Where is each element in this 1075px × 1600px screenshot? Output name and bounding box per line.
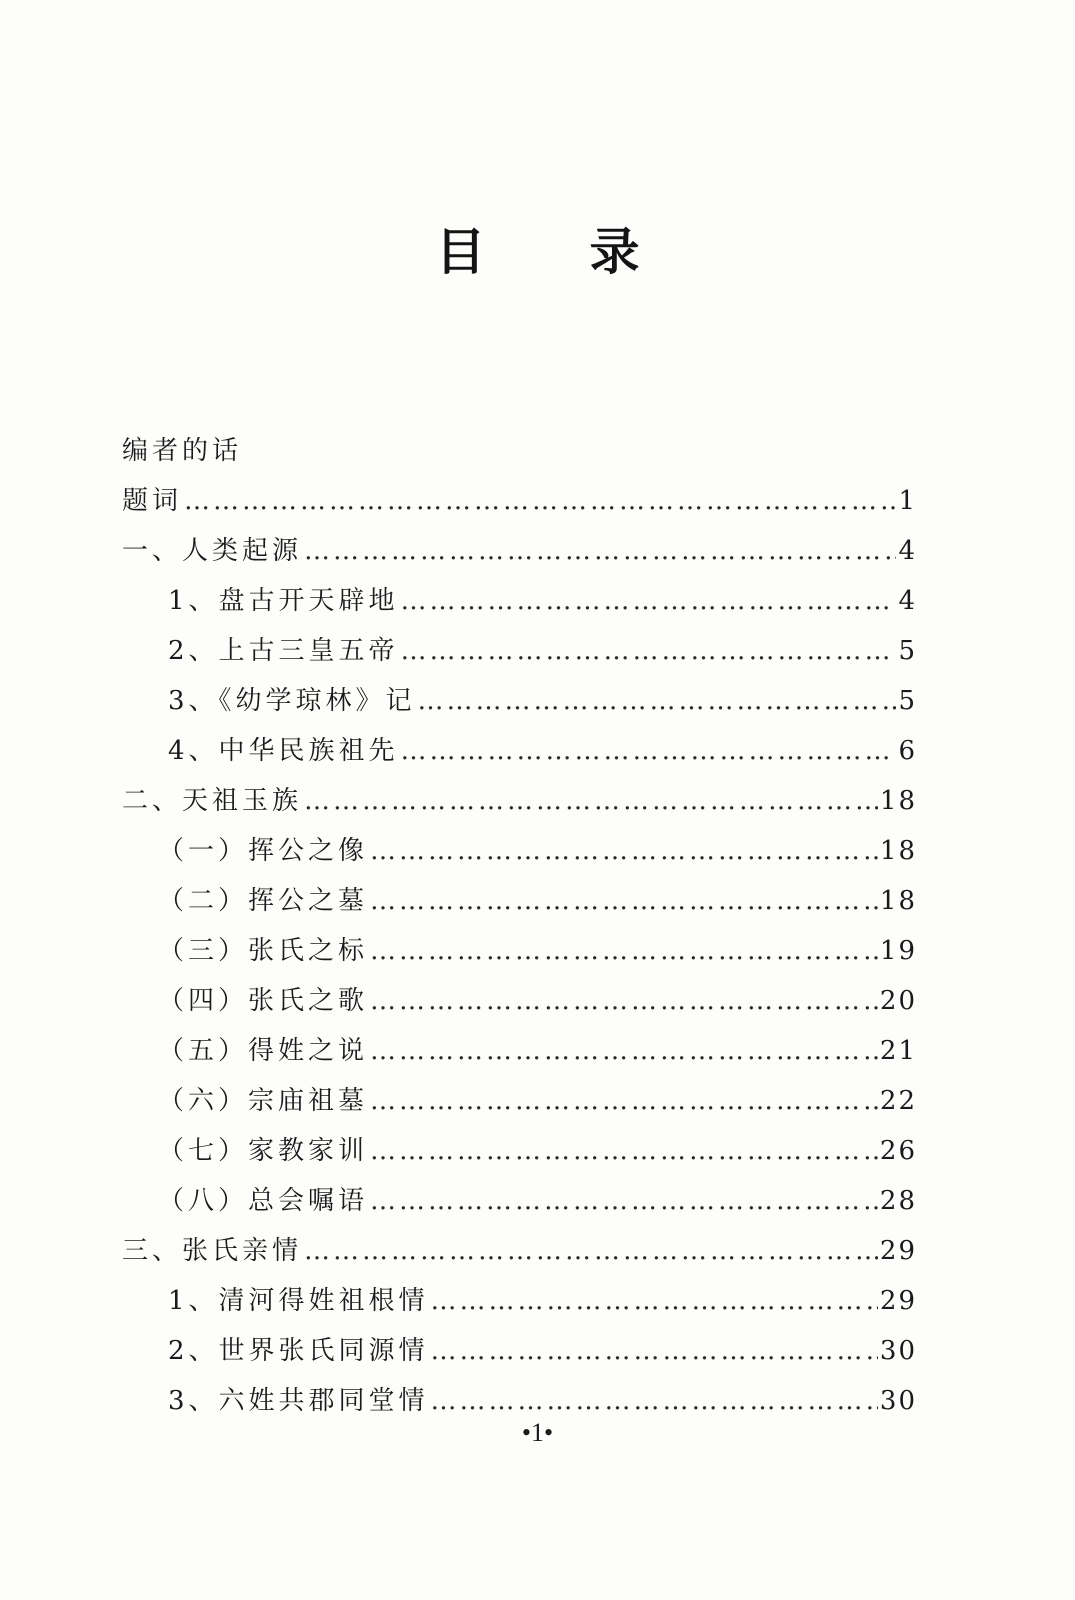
toc-page-number: 21: [879, 1036, 917, 1066]
toc-page-number: 30: [879, 1386, 917, 1416]
toc-entry-editors-note[interactable]: [122, 426, 917, 476]
toc-entry-label: （三）张氏之标: [158, 936, 369, 966]
toc-entry[interactable]: [122, 876, 917, 926]
toc-entry[interactable]: [122, 676, 917, 726]
toc-page-number: 30: [879, 1336, 917, 1366]
dot-leader: [418, 676, 897, 726]
dot-leader: [401, 576, 897, 626]
toc-page-number: 1: [898, 486, 917, 516]
toc-entry[interactable]: [122, 1326, 917, 1376]
toc-page-number: 19: [879, 936, 917, 966]
toc-entry-label: （六）宗庙祖墓: [158, 1086, 369, 1116]
toc-page-number: 18: [879, 786, 917, 816]
dot-leader: [370, 876, 878, 926]
toc-page-number: 4: [898, 536, 917, 566]
toc-entry[interactable]: [122, 1126, 917, 1176]
toc-entry-label: 1、盘古开天辟地: [168, 586, 399, 616]
toc-entry-label: （五）得姓之说: [158, 1036, 369, 1066]
toc-entry-label: 编者的话: [122, 436, 243, 466]
toc-entry[interactable]: [122, 776, 917, 826]
toc-entry[interactable]: [122, 726, 917, 776]
toc-page-number: 20: [879, 986, 917, 1016]
dot-leader: [304, 776, 878, 826]
toc-entry-label: 三、张氏亲情: [122, 1236, 303, 1266]
toc-entry-label: 2、上古三皇五帝: [168, 636, 399, 666]
table-of-contents: [122, 426, 917, 1426]
toc-entry-label: （七）家教家训: [158, 1136, 369, 1166]
toc-entry[interactable]: [122, 976, 917, 1026]
toc-entry[interactable]: [122, 826, 917, 876]
toc-page-number: 18: [879, 886, 917, 916]
toc-page-number: 29: [879, 1236, 917, 1266]
page-title: [0, 212, 1075, 284]
toc-entry-label: （八）总会嘱语: [158, 1186, 369, 1216]
toc-page-number: 26: [879, 1136, 917, 1166]
toc-entry[interactable]: [122, 1176, 917, 1226]
dot-leader: [370, 1176, 878, 1226]
toc-entry[interactable]: [122, 526, 917, 576]
dot-leader: [401, 626, 897, 676]
toc-page-number: 22: [879, 1086, 917, 1116]
dot-leader: [370, 976, 878, 1026]
dot-leader: [370, 926, 878, 976]
dot-leader: [431, 1326, 878, 1376]
dot-leader: [184, 476, 896, 526]
dot-leader: [370, 1126, 878, 1176]
toc-entry-label: 一、人类起源: [122, 536, 303, 566]
toc-page-number: 6: [898, 736, 917, 766]
toc-entry-label: （四）张氏之歌: [158, 986, 369, 1016]
dot-leader: [304, 526, 896, 576]
toc-entry-label: 题词: [122, 486, 183, 516]
toc-entry-label: （二）挥公之墓: [158, 886, 369, 916]
page-number: •1•: [521, 1418, 554, 1447]
toc-entry-label: （一）挥公之像: [158, 836, 369, 866]
toc-entry[interactable]: [122, 576, 917, 626]
dot-leader: [401, 726, 897, 776]
dot-leader: [431, 1276, 878, 1326]
dot-leader: [370, 1026, 878, 1076]
toc-entry-label: 2、世界张氏同源情: [168, 1336, 429, 1366]
toc-page-number: 5: [898, 636, 917, 666]
toc-entry[interactable]: [122, 1026, 917, 1076]
toc-page-number: 28: [879, 1186, 917, 1216]
toc-page-number: 4: [898, 586, 917, 616]
toc-entry-label: 3、六姓共郡同堂情: [168, 1386, 429, 1416]
dot-leader: [370, 826, 878, 876]
toc-entry-label: 二、天祖玉族: [122, 786, 303, 816]
toc-entry[interactable]: [122, 476, 917, 526]
toc-entry[interactable]: [122, 1276, 917, 1326]
toc-page-number: 29: [879, 1286, 917, 1316]
toc-entry[interactable]: [122, 926, 917, 976]
toc-entry-label: 1、清河得姓祖根情: [168, 1286, 429, 1316]
title-char-2: 录: [589, 222, 640, 281]
toc-entry-label: 3、《幼学琼林》记: [168, 686, 416, 716]
dot-leader: [370, 1076, 878, 1126]
toc-entry[interactable]: [122, 1076, 917, 1126]
toc-entry[interactable]: [122, 626, 917, 676]
dot-leader: [304, 1226, 878, 1276]
toc-entry-label: 4、中华民族祖先: [168, 736, 399, 766]
toc-entry[interactable]: [122, 1226, 917, 1276]
title-char-1: 目: [435, 222, 486, 281]
toc-page-number: 18: [879, 836, 917, 866]
toc-page-number: 5: [898, 686, 917, 716]
